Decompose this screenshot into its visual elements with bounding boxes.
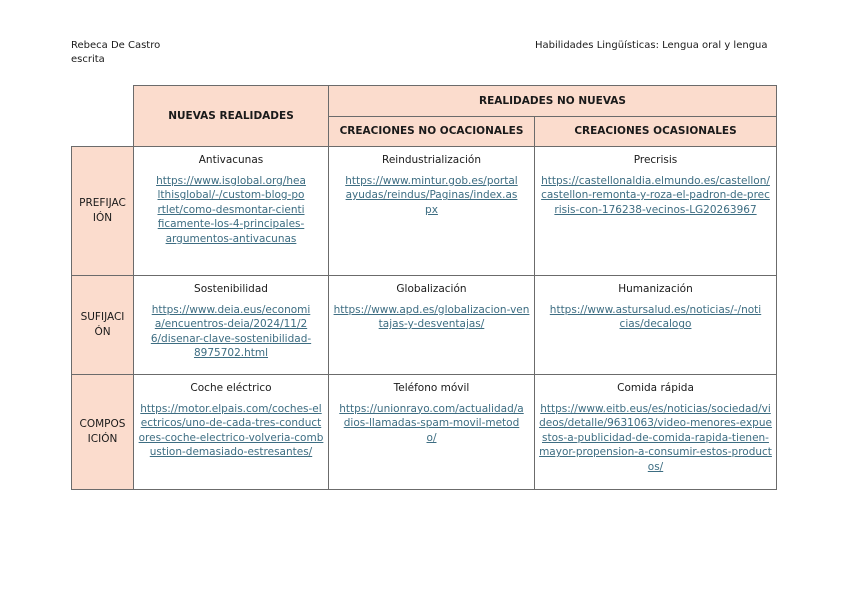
link-astursalud[interactable]: https://www.astursalud.es/noticias/-/noticias/decalogo xyxy=(549,303,762,331)
document-title: Habilidades Lingüísticas: Lengua oral y lengua xyxy=(535,40,768,51)
row-label-line: PREFIJAC xyxy=(79,197,126,209)
row-label-line: IÓN xyxy=(92,212,113,224)
table-cell xyxy=(535,276,777,375)
word-formation-table xyxy=(71,85,777,490)
table-cell xyxy=(535,147,777,276)
row-label-line: ICIÓN xyxy=(87,433,118,445)
term-reindustrializacion: Reindustrialización xyxy=(382,154,481,166)
term-humanizacion: Humanización xyxy=(618,283,693,295)
table-cell xyxy=(329,147,535,276)
row-label-line: ÓN xyxy=(94,326,111,338)
row-label-prefijacion xyxy=(72,147,134,276)
table-cell xyxy=(329,375,535,490)
link-isglobal[interactable]: https://www.isglobal.org/healthisglobal/-/custom-blog-portlet/como-desmontar-cientificamente-los-4-principales-argumentos-antivacunas xyxy=(156,174,306,245)
link-unionrayo[interactable]: https://unionrayo.com/actualidad/adios-llamadas-spam-movil-metodo/ xyxy=(339,402,524,444)
link-castellonaldia[interactable]: https://castellonaldia.elmundo.es/castellon/castellon-remonta-y-roza-el-padron-de-precrisis-con-176238-vecinos-LG20263967 xyxy=(541,174,770,216)
row-prefijacion xyxy=(72,147,777,276)
link-elpais[interactable]: https://motor.elpais.com/coches-electricos/uno-de-cada-tres-conductores-coche-electrico-volveria-combustion-demasiado-estresantes/ xyxy=(138,402,324,459)
empty-corner-cell xyxy=(72,117,134,147)
table-cell xyxy=(134,147,329,276)
author-name: Rebeca De Castro xyxy=(71,40,161,51)
row-label-line: COMPOS xyxy=(79,418,126,430)
header-nuevas-realidades: NUEVAS REALIDADES xyxy=(134,86,329,147)
link-apd[interactable]: https://www.apd.es/globalizacion-ventajas-y-desventajas/ xyxy=(333,303,530,331)
table-cell xyxy=(134,276,329,375)
row-label-composicion xyxy=(72,375,134,490)
row-label-sufijacion xyxy=(72,276,134,375)
term-precrisis: Precrisis xyxy=(633,154,678,166)
link-deia[interactable]: https://www.deia.eus/economia/encuentros-deia/2024/11/26/disenar-clave-sostenibilidad-8975702.html xyxy=(150,303,312,360)
row-composicion xyxy=(72,375,777,490)
row-sufijacion xyxy=(72,276,777,375)
table-cell xyxy=(329,276,535,375)
row-label-line: SUFIJACI xyxy=(80,311,125,323)
link-mintur[interactable]: https://www.mintur.gob.es/portalayudas/reindus/Paginas/index.aspx xyxy=(345,174,518,216)
term-coche-electrico: Coche eléctrico xyxy=(190,382,272,394)
header-realidades-no-nuevas: REALIDADES NO NUEVAS xyxy=(329,86,777,117)
document-title-continued: escrita xyxy=(71,54,105,65)
term-sostenibilidad: Sostenibilidad xyxy=(194,283,268,295)
term-globalizacion: Globalización xyxy=(396,283,467,295)
table-cell xyxy=(535,375,777,490)
empty-corner-cell xyxy=(72,86,134,117)
link-eitb[interactable]: https://www.eitb.eus/es/noticias/sociedad/videos/detalle/9631063/video-menores-expuestos-a-publicidad-de-comida-rapida-tienen-mayor-propension-a-consumir-estos-productos/ xyxy=(539,402,772,473)
table-cell xyxy=(134,375,329,490)
term-antivacunas: Antivacunas xyxy=(198,154,264,166)
header-creaciones-ocasionales: CREACIONES OCASIONALES xyxy=(535,117,777,147)
term-telefono-movil: Teléfono móvil xyxy=(393,382,470,394)
term-comida-rapida: Comida rápida xyxy=(617,382,694,394)
header-creaciones-no-ocacionales: CREACIONES NO OCACIONALES xyxy=(329,117,535,147)
